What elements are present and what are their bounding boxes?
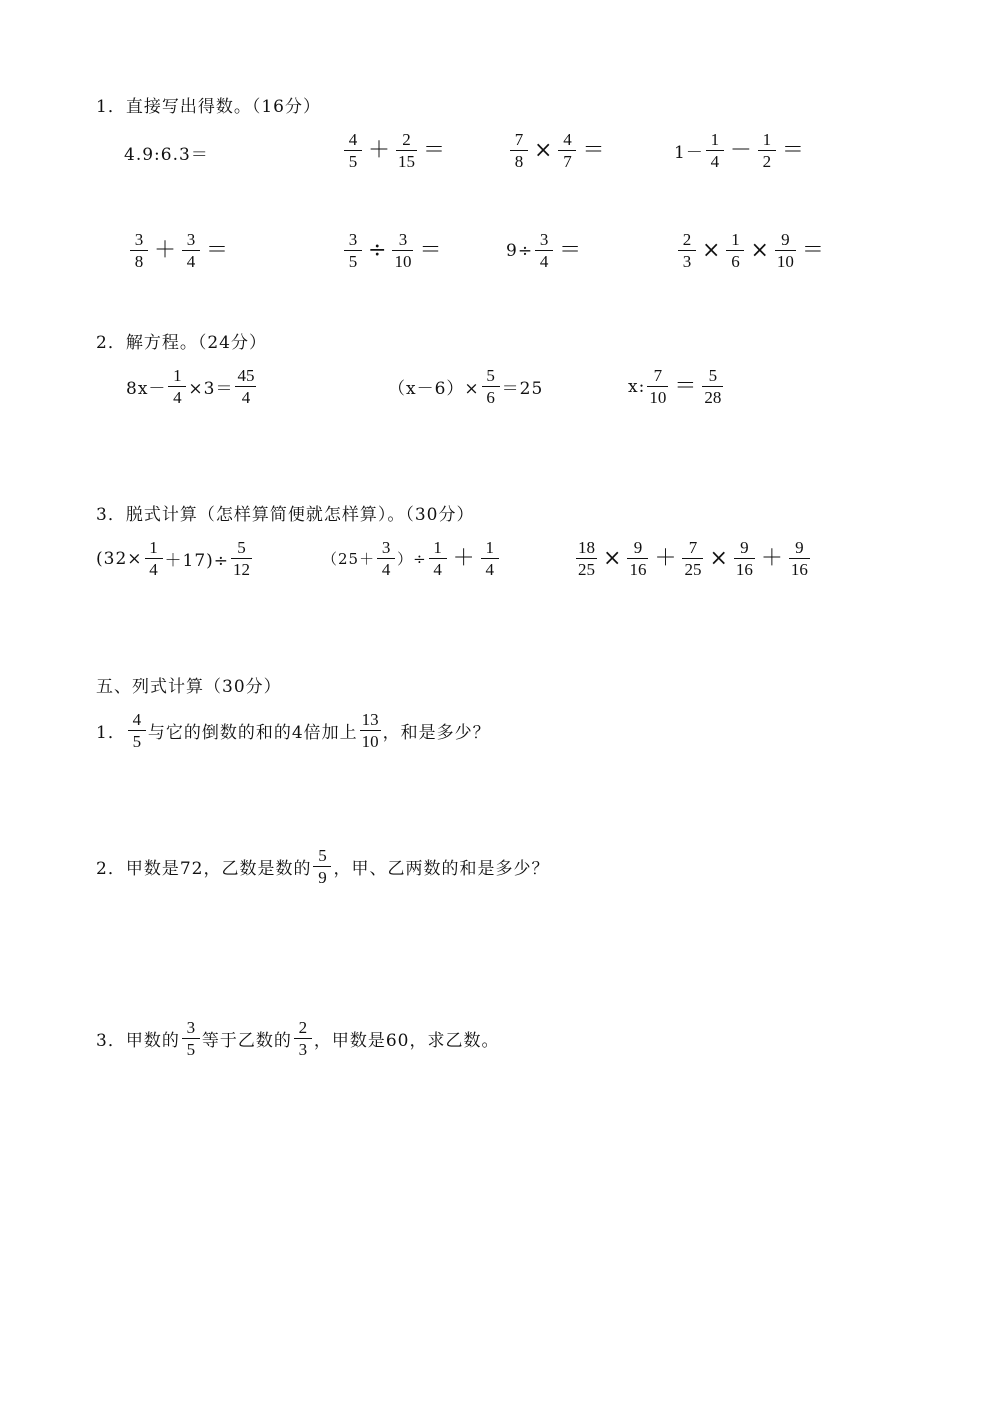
fraction: $\frac{2}{3}$ <box>294 1018 312 1059</box>
operator: × <box>603 545 622 571</box>
equals-sign: ＝ <box>674 373 697 399</box>
fraction: $\frac{9}{10}$ <box>776 230 794 271</box>
expr-lead: 8x－ <box>126 379 167 399</box>
operator: ＋ <box>154 237 177 263</box>
equals-sign: ＝ <box>206 237 229 263</box>
operator: ＋ <box>452 545 475 571</box>
fraction: $\frac{2}{3}$ <box>678 230 696 271</box>
section1-title: 1．直接写出得数。（16分） <box>96 97 321 117</box>
fraction: $\frac{1}{4}$ <box>429 538 447 579</box>
fraction: $\frac{4}{5}$ <box>128 710 146 751</box>
s1-r2-expr3 <box>506 230 585 271</box>
section3-title: 3．脱式计算（怎样算简便就怎样算）。（30分） <box>96 505 475 525</box>
expr-lead: （25＋ <box>322 550 376 568</box>
fraction: $\frac{45}{4}$ <box>237 366 255 407</box>
fraction: $\frac{4}{7}$ <box>558 130 576 171</box>
expr-lead: (32× <box>96 548 143 569</box>
operator: ＋ <box>654 545 677 571</box>
operator: － <box>729 137 752 163</box>
fraction: $\frac{3}{4}$ <box>377 538 395 579</box>
expr-lead: 9÷ <box>506 240 534 261</box>
s5-question2 <box>96 846 549 887</box>
fraction: $\frac{5}{9}$ <box>313 846 331 887</box>
fraction: $\frac{1}{4}$ <box>706 130 724 171</box>
operator: ＋ <box>368 137 391 163</box>
s5-question1 <box>96 710 491 751</box>
fraction: $\frac{4}{5}$ <box>344 130 362 171</box>
fraction: $\frac{1}{4}$ <box>168 366 186 407</box>
s1-r2-expr1 <box>128 230 232 271</box>
equals-sign: ＝ <box>582 137 605 163</box>
fraction: $\frac{7}{10}$ <box>649 366 667 407</box>
fraction: $\frac{9}{16}$ <box>735 538 753 579</box>
s1-r1-expr2 <box>342 130 449 171</box>
fraction: $\frac{3}{8}$ <box>130 230 148 271</box>
fraction: $\frac{1}{4}$ <box>145 538 163 579</box>
fraction: $\frac{7}{25}$ <box>684 538 702 579</box>
expr-tail: ，甲数是60，求乙数。 <box>313 1031 500 1051</box>
s1-r2-expr4 <box>676 230 828 271</box>
s5-question3 <box>96 1018 499 1059</box>
fraction: $\frac{18}{25}$ <box>578 538 595 579</box>
s2-equation3 <box>628 366 725 407</box>
fraction: $\frac{7}{8}$ <box>510 130 528 171</box>
fraction: $\frac{2}{15}$ <box>398 130 416 171</box>
s3-calc1 <box>96 538 254 579</box>
expr-lead: 1－ <box>674 143 704 163</box>
fraction: $\frac{3}{4}$ <box>535 230 553 271</box>
expr-mid: 等于乙数的 <box>201 1031 292 1051</box>
operator: × <box>750 237 769 263</box>
expr-mid: ）÷ <box>397 550 427 568</box>
equals-sign: ＝ <box>423 137 446 163</box>
section2-title: 2．解方程。（24分） <box>96 333 267 353</box>
s1-r1-expr4 <box>674 130 808 171</box>
operator: ＋ <box>760 545 783 571</box>
fraction: $\frac{5}{6}$ <box>482 366 500 407</box>
s3-calc3 <box>574 538 812 579</box>
s2-equation1 <box>126 366 258 407</box>
equals-sign: ＝ <box>781 137 804 163</box>
fraction: $\frac{3}{5}$ <box>182 1018 200 1059</box>
fraction: $\frac{5}{28}$ <box>704 366 722 407</box>
expr-mid: 与它的倒数的和的4倍加上 <box>147 723 358 743</box>
s1-r1-expr3 <box>508 130 608 171</box>
fraction: $\frac{1}{6}$ <box>726 230 744 271</box>
s1-r2-expr2 <box>342 230 445 271</box>
equals-sign: ＝ <box>419 237 442 263</box>
expr-lead: x: <box>628 376 646 397</box>
expr-lead: （x－6）× <box>388 379 480 399</box>
fraction: $\frac{3}{10}$ <box>394 230 412 271</box>
expr-mid: ＋17)÷ <box>164 551 230 571</box>
operator: ÷ <box>368 237 387 263</box>
equals-sign: ＝ <box>801 237 824 263</box>
s1-r1-expr1 <box>124 140 209 165</box>
expr-mid: ×3＝ <box>188 379 234 399</box>
fraction: $\frac{9}{16}$ <box>790 538 808 579</box>
expr-tail: ，和是多少？ <box>382 723 491 743</box>
equals-sign: ＝ <box>559 237 582 263</box>
fraction: $\frac{3}{4}$ <box>182 230 200 271</box>
fraction: $\frac{1}{4}$ <box>481 538 499 579</box>
fraction: $\frac{3}{5}$ <box>344 230 362 271</box>
fraction: $\frac{9}{16}$ <box>629 538 647 579</box>
operator: × <box>534 137 553 163</box>
expr-lead: 1． <box>96 723 126 743</box>
expr-tail: ＝25 <box>501 379 544 399</box>
fraction: $\frac{1}{2}$ <box>758 130 776 171</box>
s3-calc2 <box>322 538 501 579</box>
fraction: $\frac{13}{10}$ <box>361 710 379 751</box>
operator: × <box>702 237 721 263</box>
s1-r1-e1-text: 4.9:6.3＝ <box>124 145 209 165</box>
expr-lead: 3．甲数的 <box>96 1031 180 1051</box>
expr-tail: ，甲、乙两数的和是多少？ <box>333 859 550 879</box>
expr-lead: 2．甲数是72，乙数是数的 <box>96 859 312 879</box>
section5-title: 五、列式计算（30分） <box>96 677 282 697</box>
s2-equation2 <box>388 366 543 407</box>
operator: × <box>709 545 728 571</box>
fraction: $\frac{5}{12}$ <box>233 538 251 579</box>
